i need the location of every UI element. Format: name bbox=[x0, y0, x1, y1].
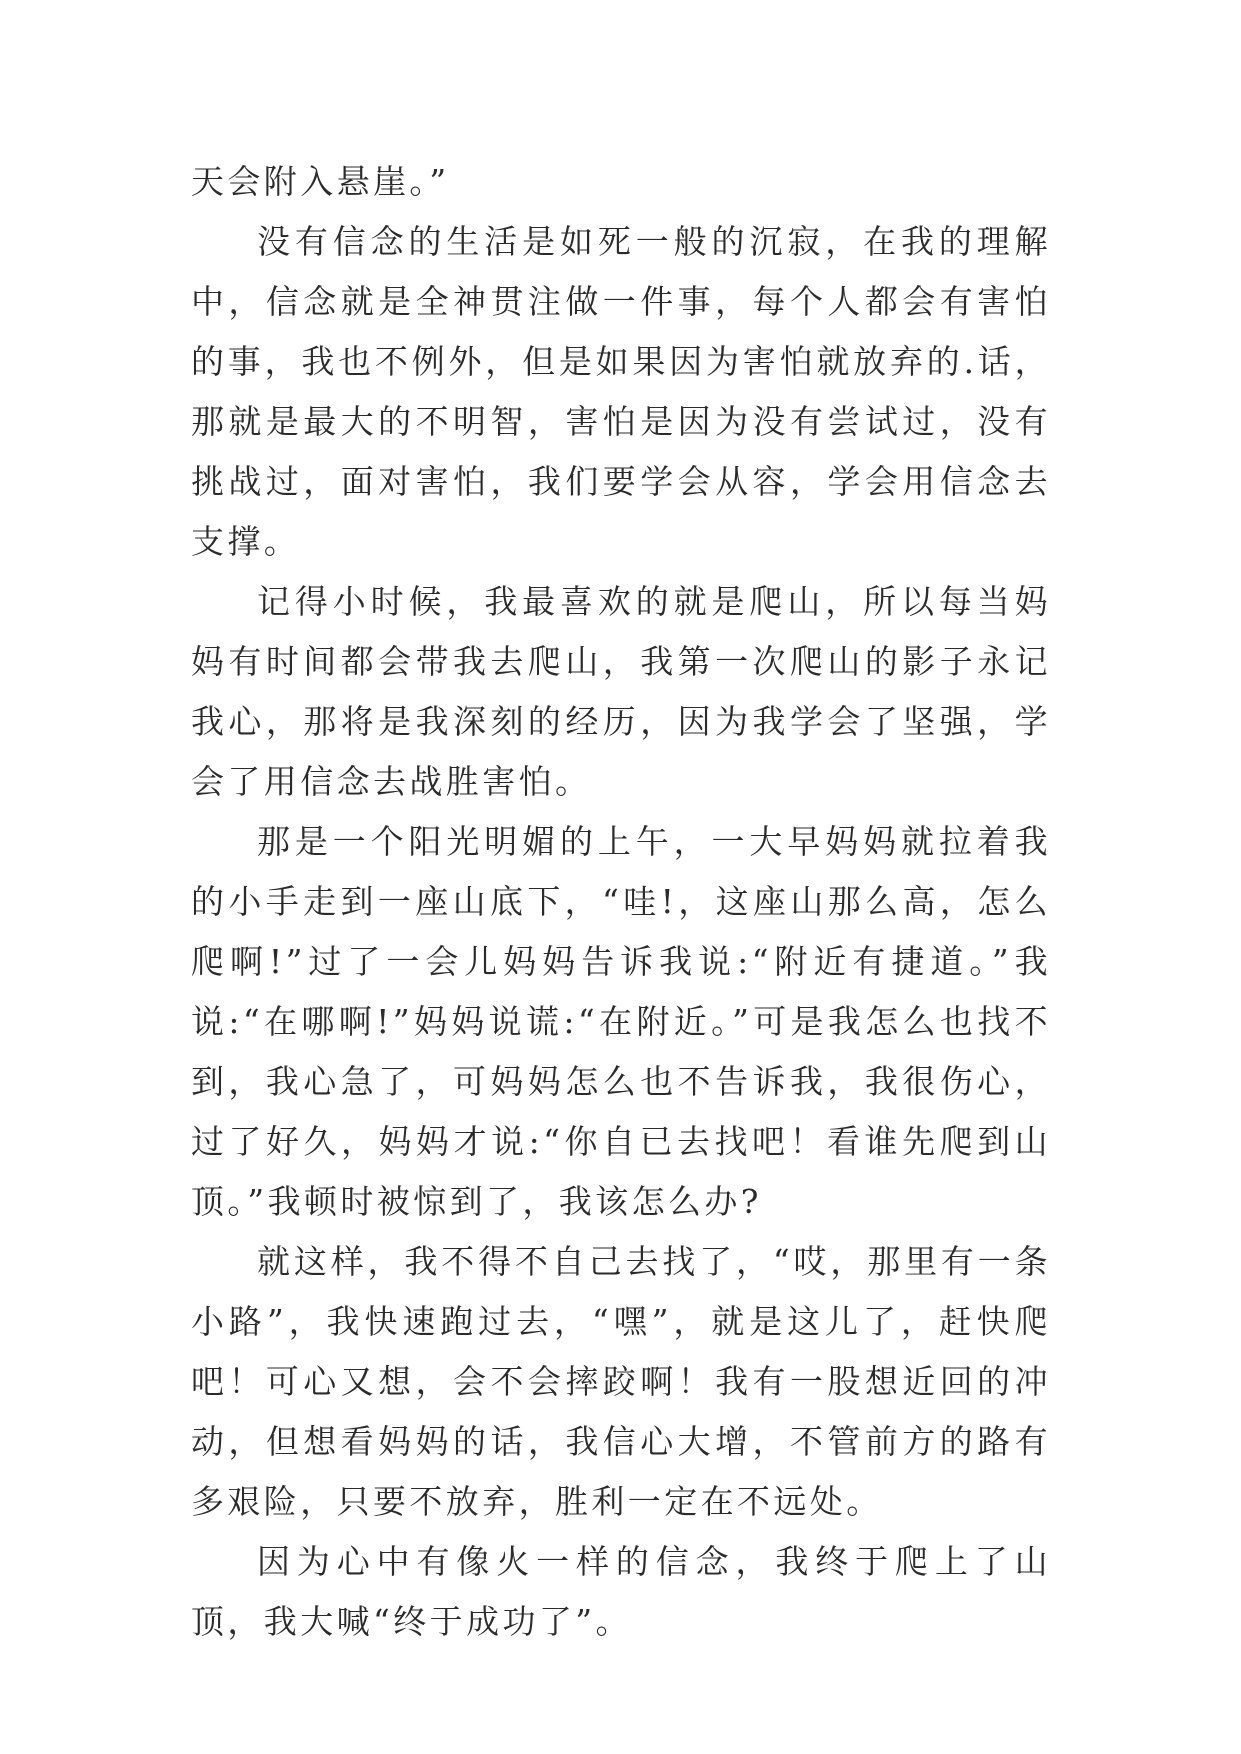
paragraph-5: 就这样，我不得不自己去找了，“哎，那里有一条小路”，我快速跑过去，“嘿”，就是这儿了，赶快爬吧！可心又想，会不会摔跤啊！我有一股想近回的冲动，但想看妈妈的话，我信心大增，不管前方的路有多艰险，只要不放弃，胜利一定在不远处。 bbox=[191, 1242, 1051, 1521]
document-body bbox=[191, 152, 1051, 1652]
paragraph-1: 天会附入悬崖。” bbox=[191, 162, 450, 201]
paragraph-2: 没有信念的生活是如死一般的沉寂，在我的理解中，信念就是全神贯注做一件事，每个人都会有害怕的事，我也不例外，但是如果因为害怕就放弃的.话，那就是最大的不明智，害怕是因为没有尝试过，没有挑战过，面对害怕，我们要学会从容，学会用信念去支撑。 bbox=[191, 222, 1051, 561]
paragraph-3: 记得小时候，我最喜欢的就是爬山，所以每当妈妈有时间都会带我去爬山，我第一次爬山的影子永记我心，那将是我深刻的经历，因为我学会了坚强，学会了用信念去战胜害怕。 bbox=[191, 582, 1051, 801]
paragraph-6: 因为心中有像火一样的信念，我终于爬上了山顶，我大喊“终于成功了”。 bbox=[191, 1542, 1051, 1641]
paragraph-4: 那是一个阳光明媚的上午，一大早妈妈就拉着我的小手走到一座山底下，“哇!，这座山那么高，怎么爬啊!”过了一会儿妈妈告诉我说:“附近有捷道。”我说:“在哪啊!”妈妈说谎:“在附近。”可是我怎么也找不到，我心急了，可妈妈怎么也不告诉我，我很伤心，过了好久，妈妈才说:“你自已去找吧！看谁先爬到山顶。”我顿时被惊到了，我该怎么办? bbox=[191, 822, 1051, 1221]
